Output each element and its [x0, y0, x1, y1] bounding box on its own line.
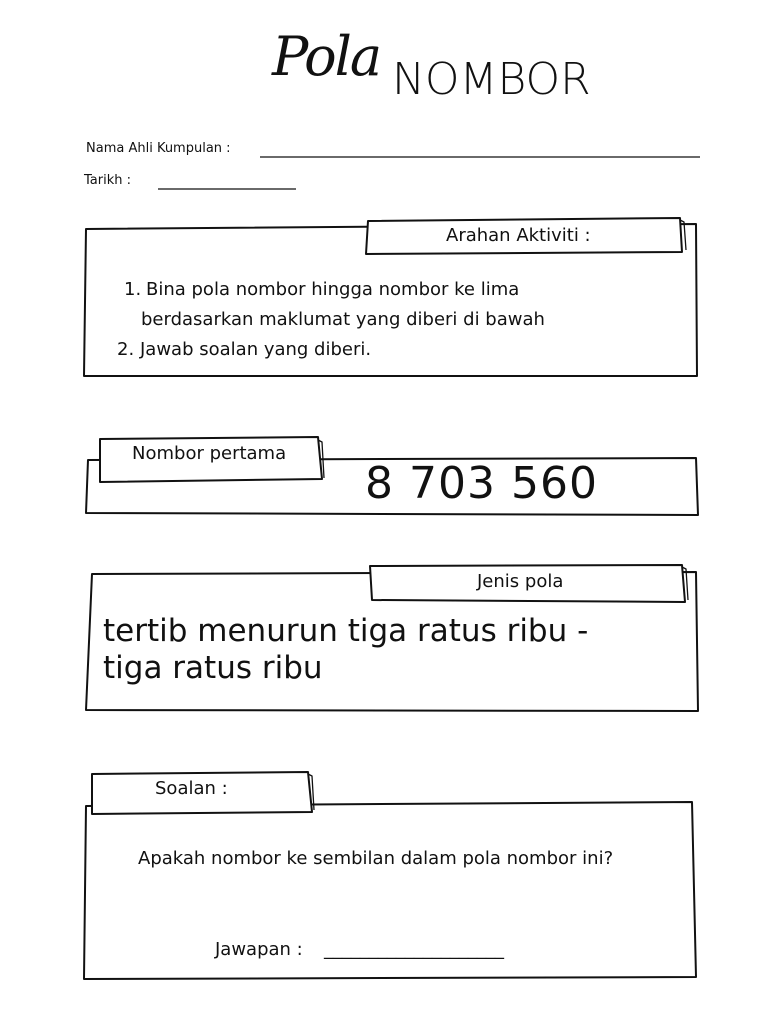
answer-field[interactable]: ____________________ — [324, 939, 504, 960]
question-header: Soalan : — [155, 778, 228, 799]
date-field[interactable] — [158, 172, 296, 190]
title-caps: NOMBOR — [392, 54, 591, 105]
instruction-2-number: 2. — [117, 339, 135, 360]
instruction-2-text: Jawab soalan yang diberi. — [140, 339, 372, 360]
pattern-header: Jenis pola — [477, 571, 564, 592]
instruction-1-line-2: berdasarkan maklumat yang diberi di bawah — [141, 309, 545, 330]
title-script: Pola — [272, 25, 381, 88]
name-field[interactable] — [260, 140, 700, 158]
name-label: Nama Ahli Kumpulan : — [86, 141, 231, 156]
first-number-value: 8 703 560 — [365, 458, 598, 509]
instruction-1-line-1: Bina pola nombor hingga nombor ke lima — [146, 279, 520, 300]
question-text: Apakah nombor ke sembilan dalam pola nombor ini? — [138, 848, 614, 869]
first-number-header: Nombor pertama — [132, 443, 287, 464]
date-label: Tarikh : — [84, 173, 131, 188]
pattern-line-2: tiga ratus ribu — [103, 650, 323, 686]
answer-label: Jawapan : — [215, 939, 303, 960]
instruction-1-number: 1. — [124, 279, 142, 300]
pattern-line-1: tertib menurun tiga ratus ribu - — [103, 613, 589, 649]
activity-header: Arahan Aktiviti : — [446, 225, 591, 246]
